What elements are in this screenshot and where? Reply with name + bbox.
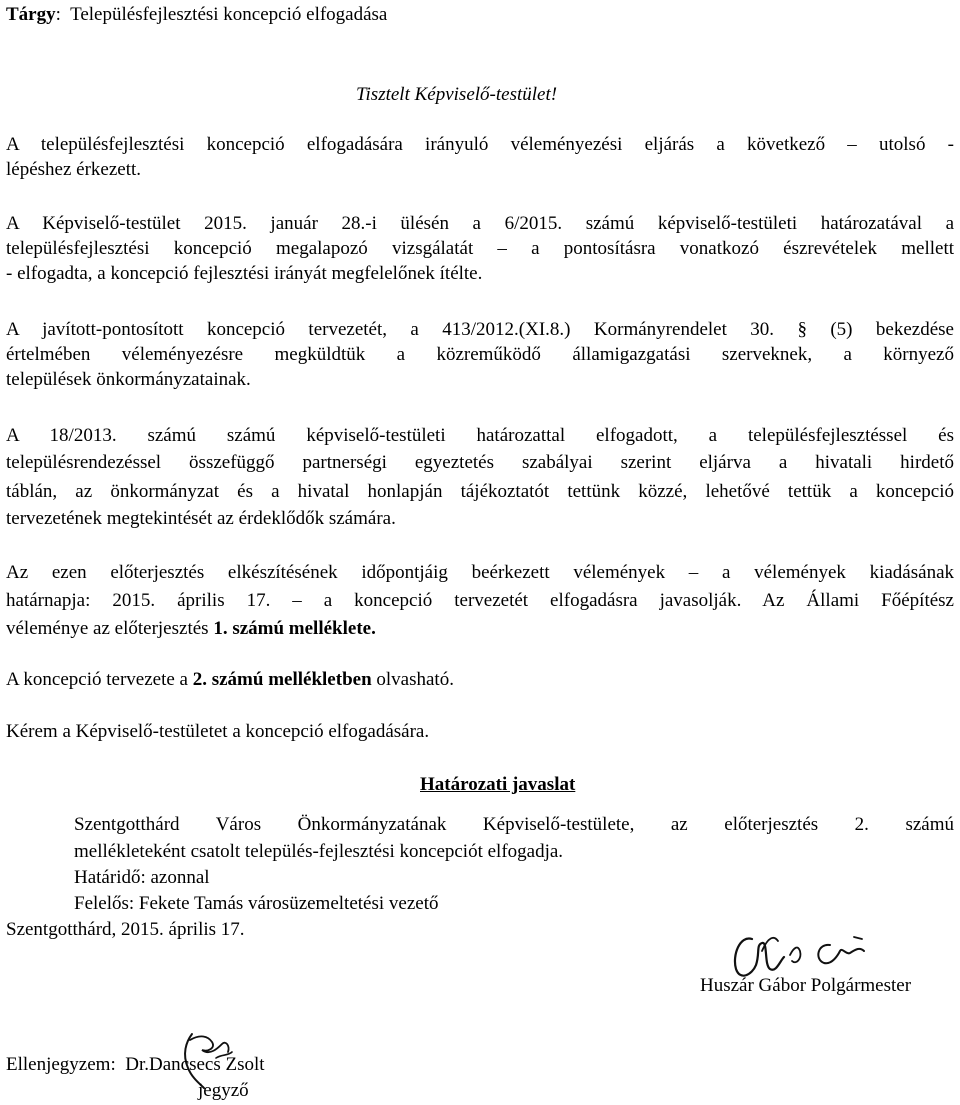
subject-separator: : [55, 4, 61, 25]
annex-1-reference: 1. számú melléklete. [213, 618, 376, 639]
paragraph-2-line-1: A Képviselő-testület 2015. január 28.-i ülésén a 6/2015. számú képviselő-testületi határozatával a [6, 213, 954, 234]
paragraph-5-line-3: véleménye az előterjesztés 1. számú melléklete. [6, 618, 376, 639]
paragraph-7: Kérem a Képviselő-testületet a koncepció elfogadására. [6, 721, 430, 742]
annex-2-reference: 2. számú mellékletben [192, 669, 372, 690]
notary-title: jegyző [198, 1080, 249, 1101]
paragraph-1-line-2: lépéshez érkezett. [6, 159, 142, 180]
paragraph-2-line-3: - elfogadta, a koncepció fejlesztési irányát megfelelőnek ítélte. [6, 263, 483, 284]
subject-text: Településfejlesztési koncepció elfogadása [70, 4, 388, 25]
paragraph-4-line-1: A 18/2013. számú számú képviselő-testületi határozattal elfogadott, a településfejlesztéssel és [6, 425, 954, 446]
paragraph-6: A koncepció tervezete a 2. számú mellékletben olvasható. [6, 669, 454, 690]
salutation: Tisztelt Képviselő-testület! [356, 84, 558, 105]
paragraph-5-line-2: határnapja: 2015. április 17. – a koncepció tervezetét elfogadásra javasolják. Az Állami Főépítész [6, 590, 954, 611]
resolution-line-2: mellékleteként csatolt település-fejlesztési koncepciót elfogadja. [74, 841, 564, 862]
paragraph-4-line-2: településrendezéssel összefüggő partnerségi egyeztetés szabályai szerint eljárva a hivatali hirdető [6, 452, 954, 473]
resolution-line-1: Szentgotthárd Város Önkormányzatának Képviselő-testülete, az előterjesztés 2. számú [74, 814, 954, 835]
notary-name: Dr.Dancsecs Zsolt [125, 1054, 265, 1075]
place-date: Szentgotthárd, 2015. április 17. [6, 919, 245, 940]
paragraph-5-line-1: Az ezen előterjesztés elkészítésének időpontjáig beérkezett vélemények – a vélemények kiadásának [6, 562, 954, 583]
paragraph-3-line-2: értelmében véleményezésre megküldtük a közreműködő államigazgatási szerveknek, a környező [6, 344, 954, 365]
subject-line [6, 3, 387, 27]
paragraph-2-line-2: településfejlesztési koncepció megalapozó vizsgálatát – a pontosításra vonatkozó észrevételek mellett [6, 238, 954, 259]
resolution-deadline: Határidő: azonnal [74, 867, 210, 888]
countersign-line [6, 1053, 265, 1077]
paragraph-1-line-1: A településfejlesztési koncepció elfogadására irányuló véleményezési eljárás a következő – utolsó - [6, 134, 954, 155]
paragraph-3-line-3: települések önkormányzatainak. [6, 369, 251, 390]
resolution-title: Határozati javaslat [420, 774, 576, 795]
subject-label: Tárgy [6, 4, 56, 25]
paragraph-4-line-4: tervezetének megtekintését az érdeklődők számára. [6, 508, 396, 529]
paragraph-4-line-3: táblán, az önkormányzat és a hivatal honlapján tájékoztatót tettünk közzé, lehetővé tettük a koncepció [6, 481, 954, 502]
mayor-name: Huszár Gábor Polgármester [700, 975, 912, 996]
resolution-responsible: Felelős: Fekete Tamás városüzemeltetési vezető [74, 893, 439, 914]
countersign-label: Ellenjegyzem: [6, 1054, 116, 1075]
paragraph-3-line-1: A javított-pontosított koncepció tervezetét, a 413/2012.(XI.8.) Kormányrendelet 30. § (5) bekezdése [6, 319, 954, 340]
